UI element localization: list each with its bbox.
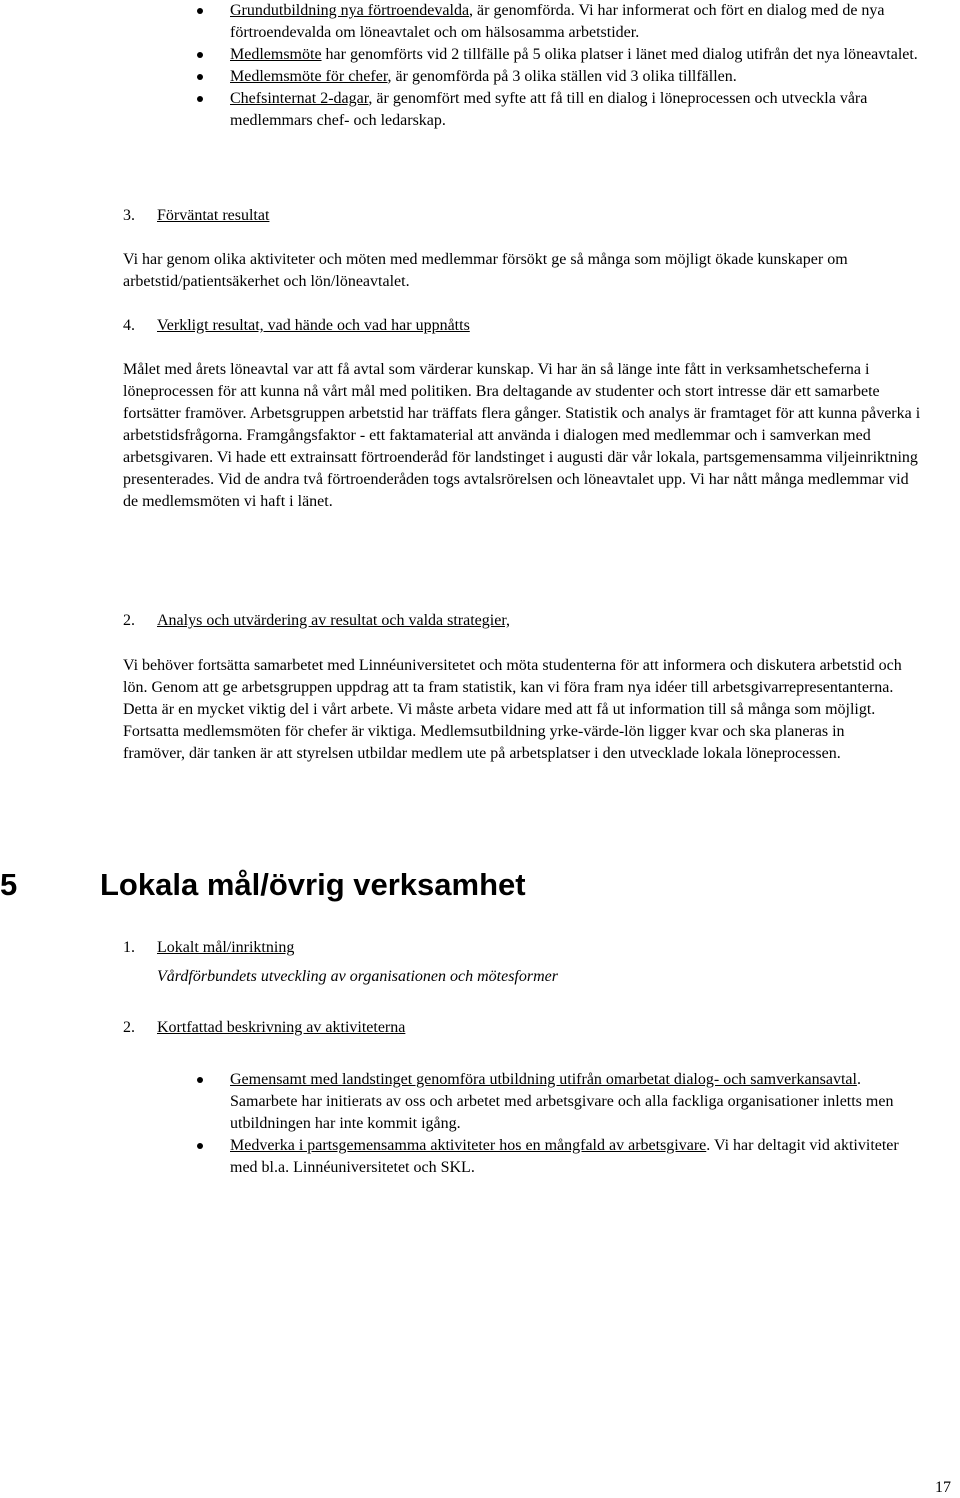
- section-4-text: Målet med årets löneavtal var att få avtal som värderar kunskap. Vi har än så länge inte fått in verksamhetscheferna i löneprocessen för att kunna nå vårt mål med politiken. Bra deltagande av studenter och stort intresse där ett samarbete fortsätter framöver. Arbetsgruppen arbetstid har träffats flera gånger. Statistik och analys är framtaget för att kunna påverka i arbetstidsfrågorna. Framgångsfaktor - ett faktamaterial att använda i dialogen med medlemmar och i samverkan med arbetsgivaren. Vi hade ett extrainsatt förtroenderåd för landstinget i augusti där vår lokala, partsgemensamma viljeinriktning presenterades. Vid de andra två förtroenderåden togs avtalsrörelsen och löneavtalet upp. Vi har nått många medlemmar vid de medlemsmöten vi haft i länet.: [123, 361, 921, 510]
- bullet-text: , är genomförda. Vi har informerat och fört en dialog med de nya förtroendevalda om löneavtalet och om hälsosamma arbetstider.: [230, 2, 885, 41]
- section-2-analysis-text: Vi behöver fortsätta samarbetet med Linnéuniversitetet och möta studenterna för att informera och diskutera arbetstid och lön. Genom att ge arbetsgruppen uppdrag att ta fram statistik, kan vi föra fram nya idéer till arbetsgivarrepresentanterna. Detta är en mycket viktig del i vårt arbete. Vi måste arbeta vidare med att få ut information till så många som möjligt. Fortsatta medlemsmöten för chefer är viktiga. Medlemsutbildning yrke-värde-lön ligger kvar och ska planeras in framöver, där tanken är att styrelsen utbildar medlem ute på arbetsplatser i den utvecklade lokala löneprocessen.: [123, 657, 902, 762]
- section-3-heading: [123, 205, 269, 227]
- bullet-text: . Vi har deltagit vid aktiviteter med bl.a. Linnéuniversitetet och SKL.: [230, 1137, 899, 1176]
- bullet-text: , är genomfört med syfte att få till en dialog i löneprocessen och utveckla våra medlemmars chef- och ledarskap.: [230, 90, 868, 129]
- section-title: Lokalt mål/inriktning: [157, 939, 295, 956]
- bullet-link-text: Medlemsmöte: [230, 46, 322, 63]
- section-3-text: Vi har genom olika aktiviteter och möten med medlemmar försökt ge så många som möjligt ökade kunskaper om arbetstid/patientsäkerhet och lön/löneavtalet.: [123, 251, 848, 290]
- section-title: Förväntat resultat: [157, 207, 270, 224]
- bullet-text: har genomförts vid 2 tillfälle på 5 olika platser i länet med dialog utifrån det nya löneavtalet.: [321, 46, 918, 63]
- section-number: 2.: [123, 1019, 135, 1036]
- bullet-link-text: Medverka i partsgemensamma aktiviteter hos en mångfald av arbetsgivare: [230, 1137, 707, 1154]
- top-bullet-list: [0, 0, 960, 132]
- section-number: 3.: [123, 207, 135, 224]
- list-item: [0, 88, 960, 132]
- chapter-title: Lokala mål/övrig verksamhet: [100, 867, 526, 902]
- list-item: [0, 0, 960, 44]
- list-item: [0, 66, 960, 88]
- list-item: [0, 1135, 960, 1179]
- section-4-heading: [123, 315, 470, 337]
- bullet-text: , är genomförda på 3 olika ställen vid 3 olika tillfällen.: [387, 68, 737, 85]
- section-number: 4.: [123, 317, 135, 334]
- section-title: Analys och utvärdering av resultat och valda strategier,: [157, 612, 511, 629]
- chapter-number: 5: [0, 867, 18, 902]
- list-item: [0, 1069, 960, 1135]
- section-number: 2.: [123, 612, 135, 629]
- section-1-subtitle: Vårdförbundets utveckling av organisationen och mötesformer: [157, 968, 558, 985]
- bullet-text: . Samarbete har initierats av oss och arbetet med arbetsgivare och alla fackliga organisationer inletts men utbildningen har inte kommit igång.: [230, 1071, 894, 1132]
- section-1-heading: [123, 937, 294, 959]
- section-title: Verkligt resultat, vad hände och vad har uppnåtts: [157, 317, 470, 334]
- section-2-analysis-heading: [123, 610, 510, 632]
- section-number: 1.: [123, 939, 135, 956]
- list-item: [0, 44, 960, 66]
- page-number: 17: [935, 1479, 951, 1496]
- section-title: Kortfattad beskrivning av aktiviteterna: [157, 1019, 406, 1036]
- bullet-link-text: Gemensamt med landstinget genomföra utbildning utifrån omarbetat dialog- och samverkansavtal: [230, 1071, 857, 1088]
- section-2-activities-heading: [123, 1017, 405, 1039]
- bullet-link-text: Grundutbildning nya förtroendevalda: [230, 2, 470, 19]
- bullet-link-text: Chefsinternat 2-dagar: [230, 90, 369, 107]
- bottom-bullet-list: [0, 1069, 960, 1179]
- bullet-link-text: Medlemsmöte för chefer: [230, 68, 388, 85]
